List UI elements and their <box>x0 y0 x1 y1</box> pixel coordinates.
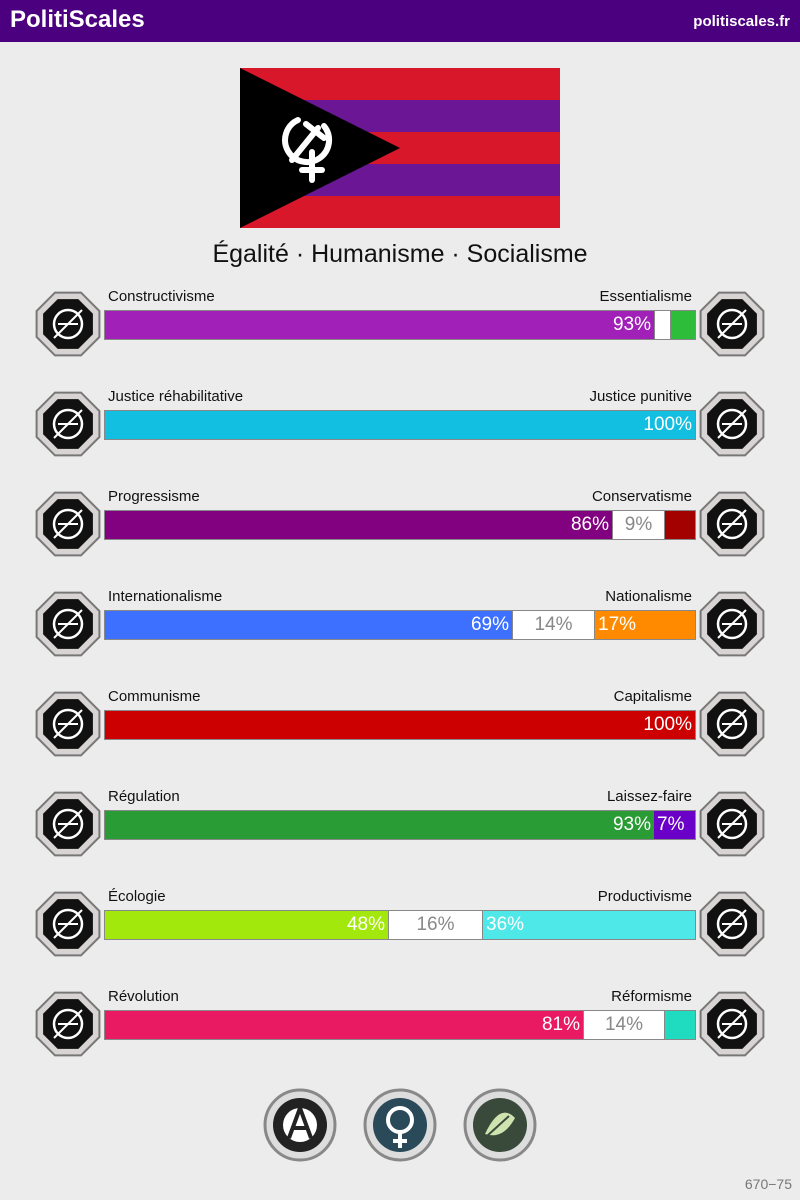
axis-right-label: Conservatisme <box>591 488 692 505</box>
veganism-badge-icon[interactable] <box>463 1088 537 1162</box>
right-score-segment: 36% <box>483 911 695 939</box>
axis-row <box>0 488 800 574</box>
top-bar <box>0 0 800 42</box>
right-score-segment <box>665 511 695 539</box>
axis-left-label: Régulation <box>108 788 180 805</box>
constructivism-icon <box>32 288 104 360</box>
axis-left-label: Constructivisme <box>108 288 215 305</box>
left-score-segment: 93% <box>105 311 654 339</box>
axis-bar <box>104 410 696 440</box>
ruler-icon <box>32 788 104 860</box>
neutral-score-segment: 14% <box>583 1011 665 1039</box>
axis-bar <box>104 610 696 640</box>
axis-bar <box>104 510 696 540</box>
brand-title[interactable]: PolitiScales <box>10 6 145 33</box>
axis-right-label: Productivisme <box>597 888 692 905</box>
left-score-segment: 100% <box>105 711 695 739</box>
axis-right-label: Réformisme <box>611 988 692 1005</box>
axis-left-label: Justice réhabilitative <box>108 388 244 405</box>
left-score-segment: 86% <box>105 511 612 539</box>
left-score-segment: 69% <box>105 611 512 639</box>
neutral-score-segment: 14% <box>512 611 595 639</box>
neutral-score-segment: 16% <box>388 911 483 939</box>
axis-left-label: Communisme <box>108 688 201 705</box>
axis-right-label: Laissez-faire <box>606 788 692 805</box>
axis-row <box>0 888 800 974</box>
gear-icon <box>696 888 768 960</box>
left-score-segment: 48% <box>105 911 388 939</box>
essentialism-icon <box>696 288 768 360</box>
axis-left-label: Révolution <box>108 988 179 1005</box>
money-bag-icon <box>696 688 768 760</box>
anarchism-badge-icon[interactable] <box>263 1088 337 1162</box>
axis-left-label: Internationalisme <box>108 588 223 605</box>
butterflies-icon <box>696 788 768 860</box>
parliament-icon <box>696 988 768 1060</box>
left-score-segment: 93% <box>105 811 654 839</box>
axis-right-label: Capitalisme <box>613 688 692 705</box>
axis-bar <box>104 810 696 840</box>
site-url[interactable]: politiscales.fr <box>693 13 790 30</box>
hammer-sickle-icon <box>32 688 104 760</box>
axis-right-label: Nationalisme <box>605 588 692 605</box>
ideology-flag <box>240 68 560 228</box>
axis-left-label: Écologie <box>108 888 166 905</box>
handshake-icon <box>32 388 104 460</box>
quill-icon <box>696 488 768 560</box>
axis-bar <box>104 910 696 940</box>
axis-bar <box>104 710 696 740</box>
globe-icon <box>32 588 104 660</box>
left-score-segment: 81% <box>105 1011 583 1039</box>
ideology-values-title: Égalité · Humanisme · Socialisme <box>212 240 588 268</box>
left-score-segment: 100% <box>105 411 695 439</box>
axis-bar <box>104 1010 696 1040</box>
right-score-segment <box>671 311 695 339</box>
axis-right-label: Justice punitive <box>589 388 692 405</box>
axis-row <box>0 388 800 474</box>
axis-row <box>0 788 800 874</box>
result-code: 670−75 <box>744 1176 792 1192</box>
axis-right-label: Essentialisme <box>599 288 692 305</box>
axis-row <box>0 988 800 1074</box>
feminism-badge-icon[interactable] <box>363 1088 437 1162</box>
axis-left-label: Progressisme <box>108 488 200 505</box>
fist-icon <box>32 988 104 1060</box>
badges-row <box>0 1088 800 1164</box>
sprout-icon <box>32 888 104 960</box>
axis-row <box>0 688 800 774</box>
comet-icon <box>32 488 104 560</box>
right-score-segment <box>665 1011 695 1039</box>
right-score-segment: 17% <box>595 611 695 639</box>
axis-bar <box>104 310 696 340</box>
right-score-segment: 7% <box>654 811 695 839</box>
prison-bars-icon <box>696 388 768 460</box>
flag-icon <box>696 588 768 660</box>
axis-row <box>0 588 800 674</box>
neutral-score-segment <box>654 311 671 339</box>
neutral-score-segment: 9% <box>612 511 665 539</box>
axis-row <box>0 288 800 374</box>
